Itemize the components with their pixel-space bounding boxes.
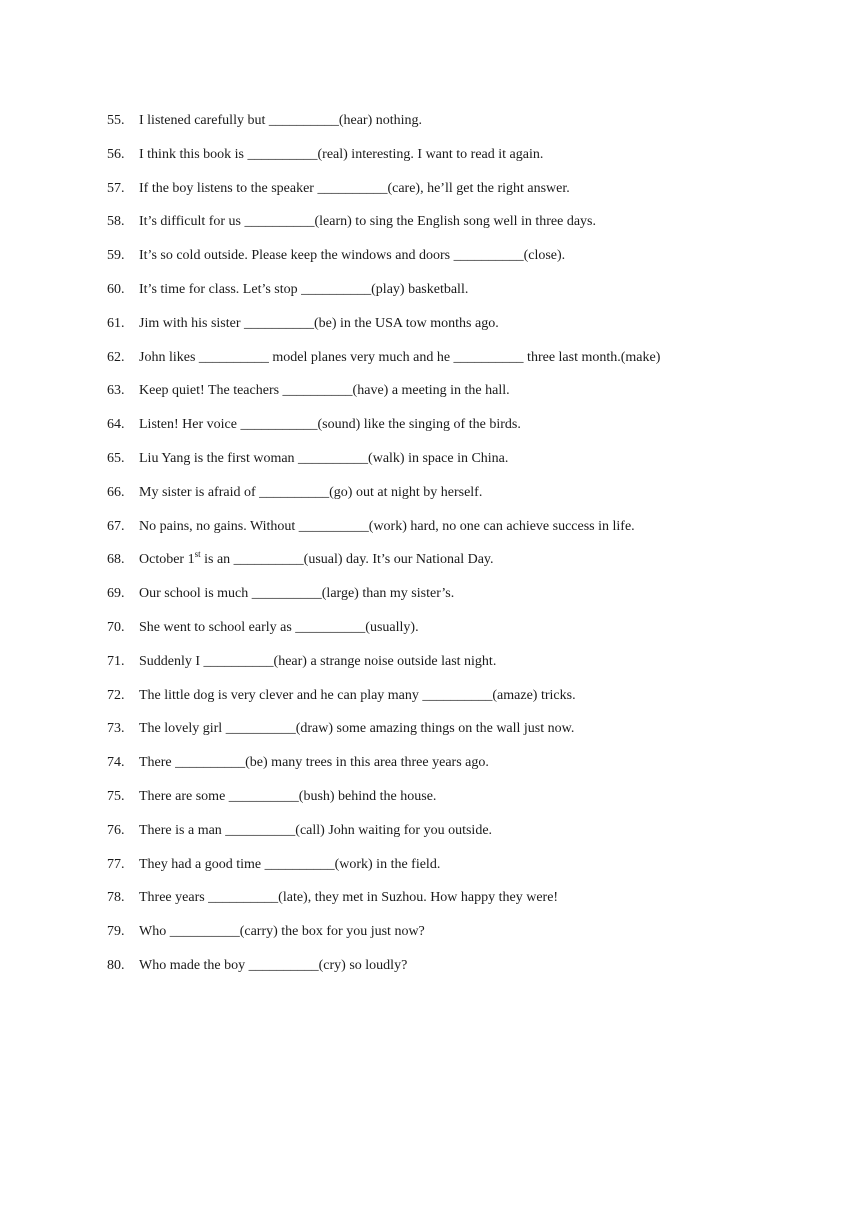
exercise-item	[107, 279, 827, 313]
exercise-item	[107, 414, 827, 448]
exercise-list	[107, 110, 827, 989]
exercise-number: 70.	[107, 619, 125, 635]
exercise-number: 77.	[107, 856, 125, 872]
exercise-item	[107, 583, 827, 617]
exercise-number: 66.	[107, 484, 125, 500]
exercise-sentence: Our school is much __________(large) than my sister’s.	[139, 586, 455, 602]
exercise-number: 57.	[107, 180, 125, 196]
exercise-item	[107, 685, 827, 719]
exercise-item	[107, 178, 827, 212]
exercise-sentence: There is a man __________(call) John waiting for you outside.	[139, 822, 493, 838]
exercise-sentence: It’s difficult for us __________(learn) to sing the English song well in three days.	[139, 214, 597, 230]
exercise-number: 56.	[107, 146, 125, 162]
exercise-sentence: Jim with his sister __________(be) in the USA tow months ago.	[139, 315, 499, 331]
exercise-sentence: Three years __________(late), they met in Suzhou. How happy they were!	[139, 890, 559, 906]
exercise-item	[107, 516, 827, 550]
exercise-number: 76.	[107, 822, 125, 838]
exercise-sentence: No pains, no gains. Without __________(work) hard, no one can achieve success in life.	[139, 518, 635, 534]
exercise-item	[107, 651, 827, 685]
exercise-number: 59.	[107, 248, 125, 264]
exercise-sentence: Listen! Her voice ___________(sound) like the singing of the birds.	[139, 417, 521, 433]
exercise-sentence: It’s time for class. Let’s stop __________(play) basketball.	[139, 281, 469, 297]
exercise-sentence: Liu Yang is the first woman __________(walk) in space in China.	[139, 450, 509, 466]
exercise-sentence: Who __________(carry) the box for you just now?	[139, 924, 425, 940]
exercise-number: 69.	[107, 586, 125, 602]
exercise-item	[107, 380, 827, 414]
exercise-item	[107, 955, 827, 989]
exercise-sentence: I listened carefully but __________(hear) nothing.	[139, 113, 423, 128]
exercise-sentence: If the boy listens to the speaker __________(care), he’ll get the right answer.	[139, 180, 570, 196]
exercise-item	[107, 144, 827, 178]
exercise-item	[107, 211, 827, 245]
exercise-number: 61.	[107, 315, 125, 331]
exercise-number: 74.	[107, 755, 125, 771]
exercise-number: 60.	[107, 281, 125, 297]
exercise-sentence: Keep quiet! The teachers __________(have) a meeting in the hall.	[139, 383, 510, 399]
exercise-item	[107, 786, 827, 820]
exercise-sentence: Who made the boy __________(cry) so loudly?	[139, 957, 408, 973]
exercise-sentence: It’s so cold outside. Please keep the windows and doors __________(close).	[139, 248, 566, 264]
exercise-item	[107, 110, 827, 144]
exercise-number: 64.	[107, 417, 125, 433]
exercise-number: 68.	[107, 552, 125, 568]
exercise-item	[107, 820, 827, 854]
sentence-segment: is an __________(usual) day. It’s our National Day.	[200, 552, 494, 568]
exercise-number: 78.	[107, 890, 125, 906]
exercise-number: 71.	[107, 653, 125, 669]
exercise-number: 65.	[107, 450, 125, 466]
exercise-item	[107, 752, 827, 786]
exercise-item	[107, 887, 827, 921]
exercise-item	[107, 617, 827, 651]
ordinal-superscript: st	[194, 548, 201, 559]
exercise-sentence: My sister is afraid of __________(go) out at night by herself.	[139, 484, 483, 500]
exercise-sentence: They had a good time __________(work) in the field.	[139, 856, 441, 872]
exercise-sentence: The little dog is very clever and he can play many __________(amaze) tricks.	[139, 687, 576, 703]
exercise-number: 79.	[107, 924, 125, 940]
exercise-item	[107, 347, 827, 381]
exercise-item	[107, 313, 827, 347]
exercise-item	[107, 921, 827, 955]
exercise-sentence: There are some __________(bush) behind the house.	[139, 788, 437, 804]
exercise-number: 80.	[107, 957, 125, 973]
exercise-item	[107, 448, 827, 482]
exercise-sentence: She went to school early as __________(usually).	[139, 619, 419, 635]
exercise-sentence	[139, 549, 494, 571]
exercise-sentence: John likes __________ model planes very much and he __________ three last month.(make)	[139, 349, 661, 365]
exercise-item	[107, 718, 827, 752]
exercise-number: 67.	[107, 518, 125, 534]
exercise-sentence: I think this book is __________(real) interesting. I want to read it again.	[139, 146, 544, 162]
exercise-item	[107, 245, 827, 279]
exercise-number: 62.	[107, 349, 125, 365]
exercise-number: 75.	[107, 788, 125, 804]
exercise-number: 63.	[107, 383, 125, 399]
exercise-sentence: Suddenly I __________(hear) a strange noise outside last night.	[139, 653, 497, 669]
exercise-sentence: The lovely girl __________(draw) some amazing things on the wall just now.	[139, 721, 575, 737]
exercise-sentence: There __________(be) many trees in this area three years ago.	[139, 755, 489, 771]
exercise-number: 58.	[107, 214, 125, 230]
exercise-item	[107, 549, 827, 583]
exercise-item	[107, 854, 827, 888]
exercise-number: 72.	[107, 687, 125, 703]
exercise-number: 73.	[107, 721, 125, 737]
exercise-item	[107, 482, 827, 516]
sentence-segment: October 1	[139, 552, 195, 568]
exercise-number: 55.	[107, 113, 125, 128]
